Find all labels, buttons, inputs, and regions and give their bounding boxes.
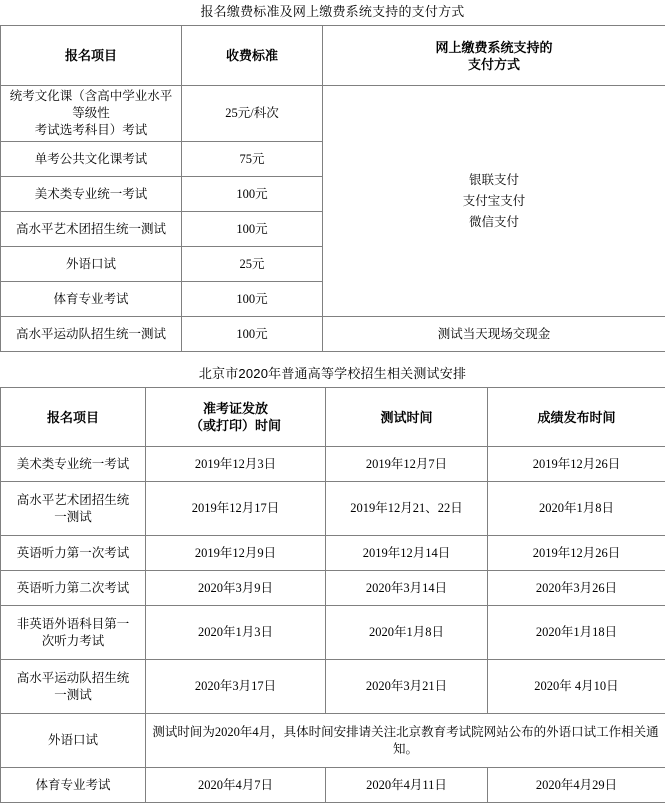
schedule-test-4: 2020年1月8日 bbox=[326, 606, 488, 660]
fee-header-fee: 收费标准 bbox=[182, 26, 323, 86]
table-row bbox=[1, 447, 665, 482]
schedule-table-title: 北京市2020年普通高等学校招生相关测试安排 bbox=[0, 362, 665, 387]
schedule-ticket-0: 2019年12月3日 bbox=[146, 447, 326, 482]
table-row bbox=[1, 768, 665, 803]
payment-method-2: 微信支付 bbox=[326, 212, 662, 233]
table-row bbox=[1, 86, 665, 142]
schedule-header-ticket bbox=[146, 388, 326, 447]
schedule-result-0: 2019年12月26日 bbox=[488, 447, 665, 482]
schedule-ticket-2: 2019年12月9日 bbox=[146, 536, 326, 571]
fee-standards-table bbox=[0, 25, 665, 352]
schedule-ticket-sports: 2020年4月7日 bbox=[146, 768, 326, 803]
fee-amount-1: 75元 bbox=[182, 142, 323, 177]
schedule-ticket-1: 2019年12月17日 bbox=[146, 482, 326, 536]
schedule-result-3: 2020年3月26日 bbox=[488, 571, 665, 606]
schedule-item-0: 美术类专业统一考试 bbox=[1, 447, 146, 482]
fee-amount-0: 25元/科次 bbox=[182, 86, 323, 142]
schedule-item-sports: 体育专业考试 bbox=[1, 768, 146, 803]
fee-item-6: 高水平运动队招生统一测试 bbox=[1, 317, 182, 352]
table-row bbox=[1, 571, 665, 606]
fee-item-5: 体育专业考试 bbox=[1, 282, 182, 317]
schedule-test-3: 2020年3月14日 bbox=[326, 571, 488, 606]
table-row bbox=[1, 482, 665, 536]
table-row bbox=[1, 606, 665, 660]
payment-method-0: 银联支付 bbox=[326, 170, 662, 191]
fee-table-title: 报名缴费标准及网上缴费系统支持的支付方式 bbox=[0, 0, 665, 25]
schedule-item-3: 英语听力第二次考试 bbox=[1, 571, 146, 606]
fee-item-0-line1: 统考文化课（含高中学业水平等级性 bbox=[4, 88, 178, 122]
schedule-header-ticket-line1: 准考证发放 bbox=[149, 400, 322, 417]
fee-header-item: 报名项目 bbox=[1, 26, 182, 86]
schedule-result-2: 2019年12月26日 bbox=[488, 536, 665, 571]
fee-item-2: 美术类专业统一考试 bbox=[1, 177, 182, 212]
table-row bbox=[1, 714, 665, 768]
fee-amount-6: 100元 bbox=[182, 317, 323, 352]
fee-item-1: 单考公共文化课考试 bbox=[1, 142, 182, 177]
schedule-test-5: 2020年3月21日 bbox=[326, 660, 488, 714]
schedule-test-0: 2019年12月7日 bbox=[326, 447, 488, 482]
schedule-result-1: 2020年1月8日 bbox=[488, 482, 665, 536]
schedule-header-ticket-line2: （或打印）时间 bbox=[149, 417, 322, 434]
schedule-header-result-time: 成绩发布时间 bbox=[488, 388, 665, 447]
schedule-item-4 bbox=[1, 606, 146, 660]
table-gap bbox=[0, 352, 665, 362]
schedule-result-5: 2020年 4月10日 bbox=[488, 660, 665, 714]
fee-header-payment-line2: 支付方式 bbox=[326, 56, 662, 73]
schedule-item-oral: 外语口试 bbox=[1, 714, 146, 768]
schedule-header-test-time: 测试时间 bbox=[326, 388, 488, 447]
fee-payment-cash: 测试当天现场交现金 bbox=[323, 317, 665, 352]
fee-amount-5: 100元 bbox=[182, 282, 323, 317]
fee-amount-4: 25元 bbox=[182, 247, 323, 282]
payment-methods-cell bbox=[323, 86, 665, 317]
schedule-test-2: 2019年12月14日 bbox=[326, 536, 488, 571]
schedule-result-4: 2020年1月18日 bbox=[488, 606, 665, 660]
schedule-item-2: 英语听力第一次考试 bbox=[1, 536, 146, 571]
fee-item-0-line2: 考试选考科目）考试 bbox=[4, 122, 178, 139]
fee-amount-3: 100元 bbox=[182, 212, 323, 247]
fee-table-header-row bbox=[1, 26, 665, 86]
schedule-result-sports: 2020年4月29日 bbox=[488, 768, 665, 803]
test-schedule-table bbox=[0, 387, 665, 803]
table-row bbox=[1, 660, 665, 714]
fee-header-payment-line1: 网上缴费系统支持的 bbox=[326, 39, 662, 56]
schedule-ticket-4: 2020年1月3日 bbox=[146, 606, 326, 660]
fee-header-payment bbox=[323, 26, 665, 86]
schedule-ticket-5: 2020年3月17日 bbox=[146, 660, 326, 714]
schedule-item-5-line2: 一测试 bbox=[4, 687, 142, 704]
fee-item-3: 高水平艺术团招生统一测试 bbox=[1, 212, 182, 247]
schedule-item-4-line1: 非英语外语科目第一 bbox=[4, 616, 142, 633]
table-row bbox=[1, 317, 665, 352]
schedule-ticket-3: 2020年3月9日 bbox=[146, 571, 326, 606]
schedule-item-1-line1: 高水平艺术团招生统 bbox=[4, 492, 142, 509]
schedule-test-sports: 2020年4月11日 bbox=[326, 768, 488, 803]
schedule-test-1: 2019年12月21、22日 bbox=[326, 482, 488, 536]
table-row bbox=[1, 536, 665, 571]
schedule-table-header-row bbox=[1, 388, 665, 447]
schedule-item-5 bbox=[1, 660, 146, 714]
schedule-header-item: 报名项目 bbox=[1, 388, 146, 447]
schedule-item-5-line1: 高水平运动队招生统 bbox=[4, 670, 142, 687]
schedule-item-1 bbox=[1, 482, 146, 536]
schedule-item-1-line2: 一测试 bbox=[4, 509, 142, 526]
fee-amount-2: 100元 bbox=[182, 177, 323, 212]
fee-item-0 bbox=[1, 86, 182, 142]
schedule-oral-note: 测试时间为2020年4月，具体时间安排请关注北京教育考试院网站公布的外语口试工作相关通知。 bbox=[146, 714, 665, 768]
fee-item-4: 外语口试 bbox=[1, 247, 182, 282]
payment-method-1: 支付宝支付 bbox=[326, 191, 662, 212]
schedule-item-4-line2: 次听力考试 bbox=[4, 633, 142, 650]
